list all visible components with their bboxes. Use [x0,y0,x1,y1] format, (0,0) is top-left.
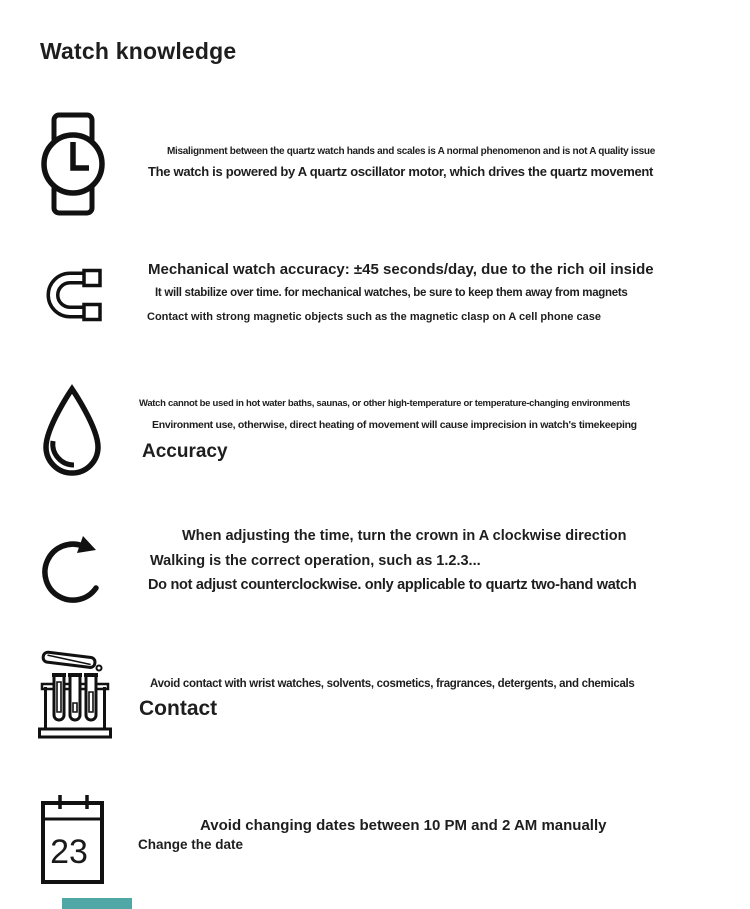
crown-sub-text: Walking is the correct operation, such as 1.2.3... [150,553,481,569]
chemicals-note-text: Avoid contact with wrist watches, solvents, cosmetics, fragrances, detergents, and chemicals [150,678,635,690]
wrist-watch-icon [40,112,106,216]
magnet-icon [40,266,106,324]
clockwise-arrow-icon [40,528,106,606]
quartz-note-text: Misalignment between the quartz watch hands and scales is A normal phenomenon and is not A quality issue [167,146,655,157]
accuracy-heading: Accuracy [142,441,228,462]
temperature-note-text: Watch cannot be used in hot water baths, saunas, or other high-temperature or temperature-changing environments [139,398,631,409]
date-sub-text: Change the date [138,837,244,852]
magnet-sub-text: It will stabilize over time. for mechanical watches, be sure to keep them away from magnets [155,287,628,299]
page-title: Watch knowledge [40,38,237,64]
contact-heading: Contact [139,697,218,720]
water-drop-icon [38,383,106,483]
test-tubes-icon [38,645,112,745]
date-main-text: Avoid changing dates between 10 PM and 2 AM manually [200,817,607,834]
crown-note-text: Do not adjust counterclockwise. only applicable to quartz two-hand watch [148,577,637,593]
temperature-sub-text: Environment use, otherwise, direct heating of movement will cause imprecision in watch's timekeeping [152,419,637,431]
accent-bar [62,898,132,909]
quartz-main-text: The watch is powered by A quartz oscillator motor, which drives the quartz movement [148,164,654,179]
magnet-main-text: Mechanical watch accuracy: ±45 seconds/day, due to the rich oil inside [148,261,654,278]
calendar-day: 23 [50,833,88,871]
crown-main-text: When adjusting the time, turn the crown in A clockwise direction [182,528,627,544]
calendar-icon [40,793,105,885]
magnet-note-text: Contact with strong magnetic objects such as the magnetic clasp on A cell phone case [147,311,601,323]
